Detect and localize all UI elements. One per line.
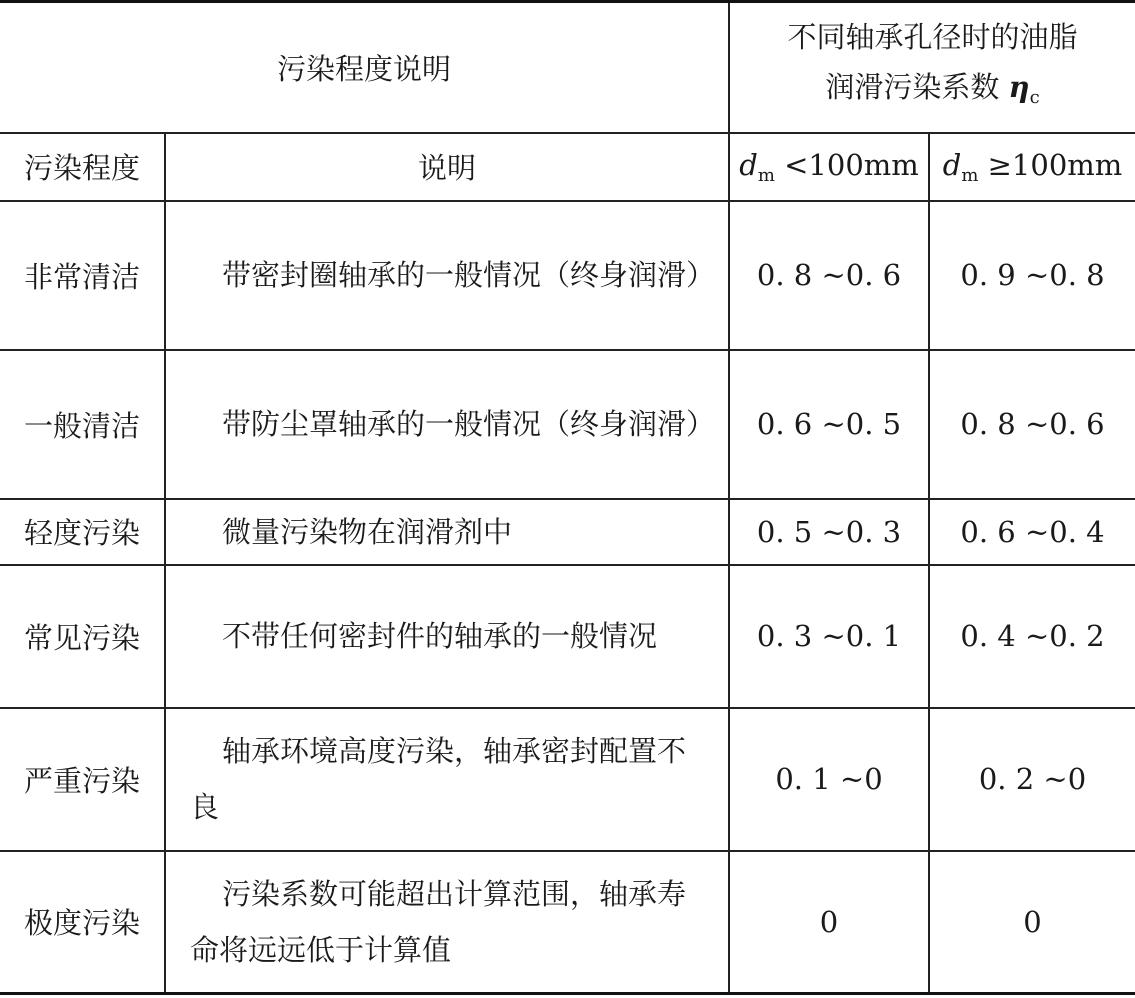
cell-factor-small: 0 [729, 851, 929, 994]
cell-degree: 极度污染 [0, 851, 165, 994]
cell-degree: 常见污染 [0, 565, 165, 708]
cell-factor-large: 0. 4 ~0. 2 [929, 565, 1135, 708]
cell-factor-small: 0. 1 ~0 [729, 708, 929, 851]
cell-factor-large: 0. 6 ~0. 4 [929, 499, 1135, 565]
table-subheader-row [0, 133, 1135, 201]
cell-description: 带防尘罩轴承的一般情况（终身润滑） [165, 350, 729, 499]
table-row [0, 565, 1135, 708]
cell-factor-large: 0 [929, 851, 1135, 994]
cell-factor-small: 0. 8 ~0. 6 [729, 201, 929, 350]
cell-factor-small: 0. 5 ~0. 3 [729, 499, 929, 565]
cell-factor-small: 0. 6 ~0. 5 [729, 350, 929, 499]
cell-degree: 严重污染 [0, 708, 165, 851]
subheader-bore-large: $d_m \ge 100mm$ [929, 133, 1135, 201]
cell-factor-large: 0. 9 ~0. 8 [929, 201, 1135, 350]
cell-description: 微量污染物在润滑剂中 [165, 499, 729, 565]
cell-degree: 一般清洁 [0, 350, 165, 499]
cell-factor-large: 0. 2 ~0 [929, 708, 1135, 851]
eta-subscript: c [1029, 86, 1040, 108]
table-row [0, 708, 1135, 851]
subheader-description: 说明 [165, 133, 729, 201]
eta-symbol: η [1008, 69, 1030, 104]
cell-factor-small: 0. 3 ~0. 1 [729, 565, 929, 708]
header-contamination-description: 污染程度说明 [0, 2, 729, 133]
table-header-row [0, 2, 1135, 133]
subheader-bore-small: $d_m <100mm$ [729, 133, 929, 201]
header-grease-contamination-factor [729, 2, 1135, 133]
header-right-line2: 润滑污染系数 [825, 69, 1000, 104]
subheader-degree: 污染程度 [0, 133, 165, 201]
table-row [0, 201, 1135, 350]
cell-description: 不带任何密封件的轴承的一般情况 [165, 565, 729, 708]
header-right-line1: 不同轴承孔径时的油脂 [787, 19, 1078, 54]
table-row [0, 851, 1135, 994]
table-row [0, 499, 1135, 565]
cell-degree: 非常清洁 [0, 201, 165, 350]
cell-degree: 轻度污染 [0, 499, 165, 565]
table-row [0, 350, 1135, 499]
cell-description: 污染系数可能超出计算范围，轴承寿命将远远低于计算值 [165, 851, 729, 994]
cell-factor-large: 0. 8 ~0. 6 [929, 350, 1135, 499]
cell-description: 轴承环境高度污染，轴承密封配置不良 [165, 708, 729, 851]
cell-description: 带密封圈轴承的一般情况（终身润滑） [165, 201, 729, 350]
